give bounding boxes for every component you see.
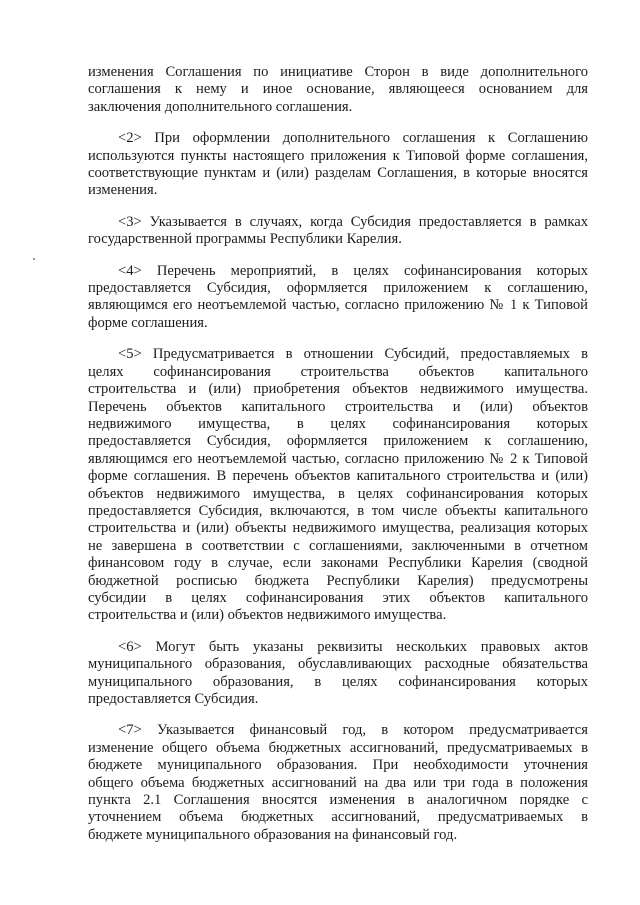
text-line: бюджете муниципального образования. При необходимости уточнения (88, 757, 588, 774)
text-line: изменения Соглашения по инициативе Сторон в виде дополнительного (88, 64, 588, 80)
text-line: используются пункты настоящего приложения к Типовой форме соглашения, (88, 147, 588, 164)
text-line: <6> Могут быть указаны реквизиты нескольких правовых актов (118, 638, 588, 655)
text-line: предоставляется Субсидия, оформляется приложением к соглашению, (88, 433, 588, 450)
text-line: государственной программы Республики Карелия. (88, 231, 402, 248)
paragraph-note-6 (88, 639, 588, 709)
paragraph-note-5 (88, 346, 588, 625)
text-line: <7> Указывается финансовый год, в котором предусматривается (118, 722, 588, 739)
text-line: бюджетной росписью бюджета Республики Карелия) предусмотрены (88, 572, 588, 589)
text-line: <2> При оформлении дополнительного соглашения к Соглашению (118, 130, 588, 147)
text-line: являющимся его неотъемлемой частью, согласно приложению № 2 к Типовой (88, 450, 588, 467)
text-line: изменение общего объема бюджетных ассигнований, предусматриваемых в (88, 739, 588, 756)
paragraph-note-4 (88, 263, 588, 333)
paragraph-note-3 (88, 214, 588, 249)
paragraph-note-2 (88, 130, 588, 200)
text-line: строительства и (или) приобретения объектов недвижимого имущества. (88, 381, 588, 398)
text-line: изменения. (88, 182, 158, 199)
text-line: муниципального образования, обуславливающих расходные обязательства (88, 656, 588, 673)
text-line: уточнением объема бюджетных ассигнований, предусматриваемых в (88, 809, 588, 826)
text-line: предоставляется Субсидия, оформляется приложением к соглашению, (88, 280, 588, 297)
text-line: соглашения к нему и иное основание, являющееся основанием для (88, 81, 588, 98)
text-line: недвижимого имущества, в целях софинансирования которых (88, 415, 588, 432)
text-line: объектов недвижимого имущества, в целях софинансирования которых (88, 485, 588, 502)
text-line: заключения дополнительного соглашения. (88, 98, 353, 115)
footnotes-text (88, 64, 588, 858)
text-line: предоставляется Субсидия, включаются, в том числе объекты капитального (88, 502, 588, 519)
text-line: бюджете муниципального образования на финансовый год. (88, 826, 458, 843)
text-line: форме соглашения. В перечень объектов капитального строительства и (или) (88, 468, 588, 485)
text-line: <3> Указывается в случаях, когда Субсидия предоставляется в рамках (118, 213, 588, 230)
text-line: финансовом году в случае, если законами Республики Карелия (сводной (88, 555, 588, 572)
text-line: соответствующие пунктам и (или) разделам Соглашения, в которые вносятся (88, 165, 588, 182)
text-line: форме соглашения. (88, 314, 208, 331)
text-line: общего объема бюджетных ассигнований на два или три года в положения (88, 774, 588, 791)
text-line: муниципального образования, в целях софинансирования которых (88, 673, 588, 690)
text-line: пункта 2.1 Соглашения вносятся изменения в аналогичном порядке с (88, 792, 588, 809)
text-line: Перечень объектов капитального строительства и (или) объектов (88, 398, 588, 415)
text-line: строительства и (или) объекты недвижимого имущества, реализация которых (88, 520, 588, 537)
text-line: строительства и (или) объектов недвижимого имущества. (88, 607, 447, 624)
text-line: являющимся его неотъемлемой частью, согласно приложению № 1 к Типовой (88, 297, 588, 314)
paragraph-continuation (88, 64, 588, 116)
text-line: <5> Предусматривается в отношении Субсидий, предоставляемых в (118, 346, 588, 363)
text-line: <4> Перечень мероприятий, в целях софинансирования которых (118, 262, 588, 279)
text-line: целях софинансирования строительства объектов капитального (88, 363, 588, 380)
scan-margin-mark (33, 258, 35, 260)
paragraph-note-7 (88, 722, 588, 844)
text-line: предоставляется Субсидия. (88, 691, 259, 707)
text-line: субсидии в целях софинансирования этих объектов капитального (88, 589, 588, 606)
text-line: не завершена в соответствии с соглашениями, заключенными в отчетном (88, 537, 588, 554)
